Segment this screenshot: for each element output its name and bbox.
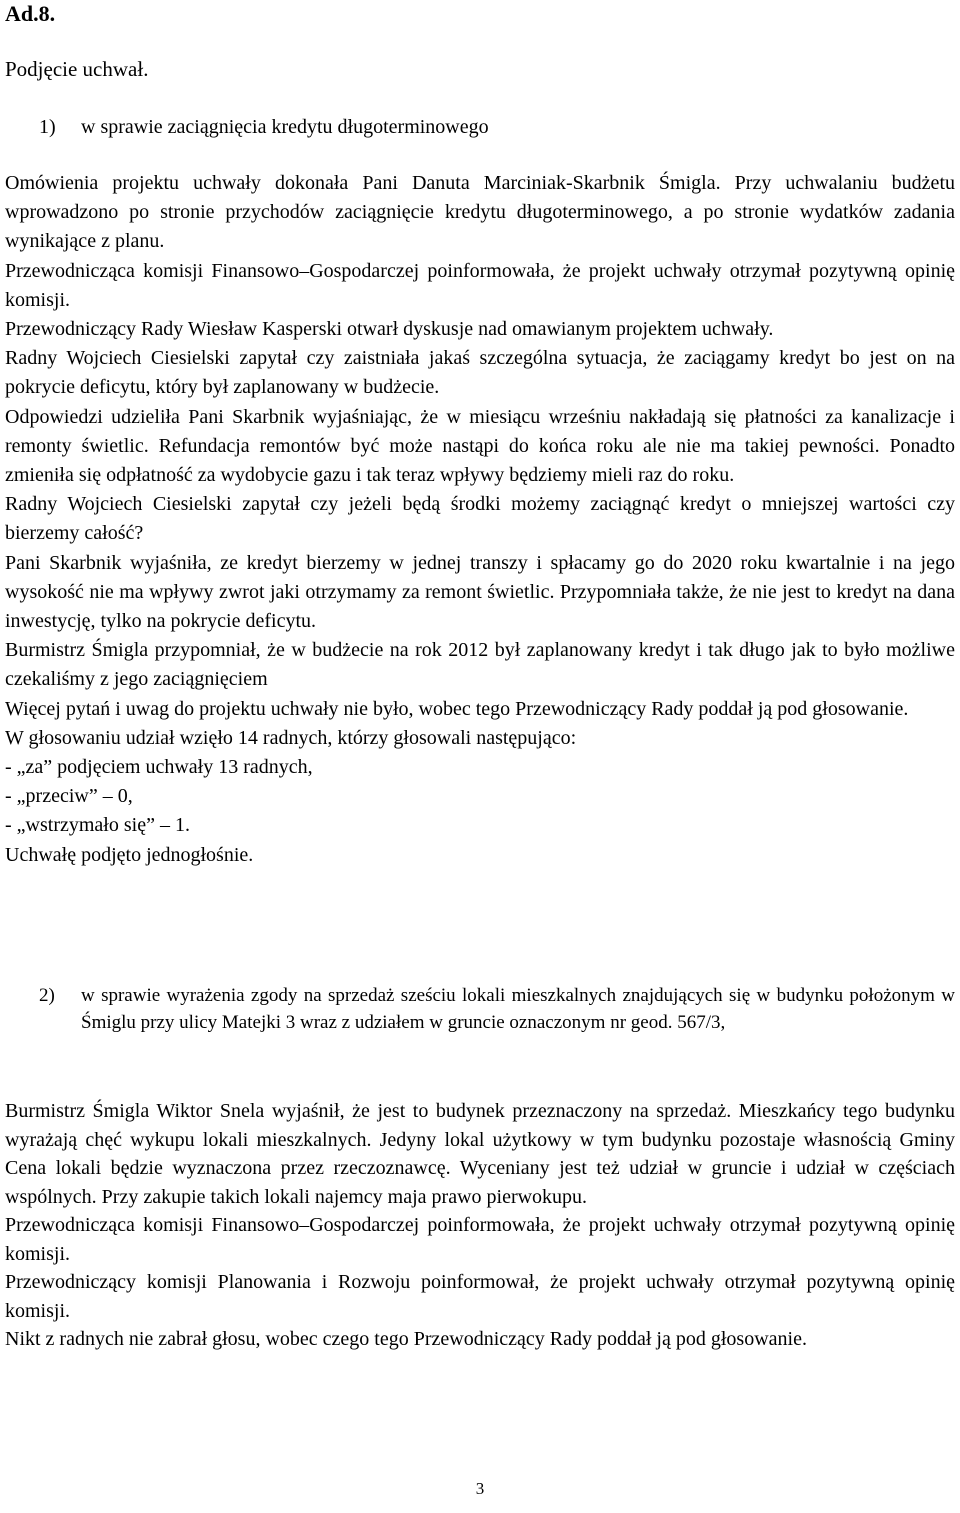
paragraph: Nikt z radnych nie zabrał głosu, wobec czego tego Przewodniczący Rady poddał ją pod głosowanie.: [5, 1328, 807, 1350]
paragraph: Uchwałę podjęto jednogłośnie.: [5, 843, 254, 866]
paragraph: Przewodniczący komisji Planowania i Rozwoju poinformował, że projekt uchwały otrzymał pozytywną opinię komisji.: [5, 1271, 955, 1322]
paragraph: Więcej pytań i uwag do projektu uchwały nie było, wobec tego Przewodniczący Rady poddał ją pod głosowanie.: [5, 697, 909, 720]
section-title: Podjęcie uchwał.: [5, 57, 149, 81]
paragraph: Burmistrz Śmigla przypomniał, że w budżecie na rok 2012 był zaplanowany kredyt i tak długo jak to było możliwe czekaliśmy z jego zaciągnięciem: [5, 639, 955, 691]
paragraph: Przewodnicząca komisji Finansowo–Gospodarczej poinformowała, że projekt uchwały otrzymał pozytywną opinię komisji.: [5, 1214, 955, 1265]
page-number: 3: [475, 1479, 485, 1498]
item-title: w sprawie zaciągnięcia kredytu długoterminowego: [81, 116, 489, 138]
paragraph: Przewodnicząca komisji Finansowo–Gospodarczej poinformowała, że projekt uchwały otrzymał pozytywną opinię komisji.: [5, 259, 955, 311]
paragraph: Odpowiedzi udzieliła Pani Skarbnik wyjaśniając, że w miesiącu wrześniu nakładają się płatności za kanalizacje i remonty świetlic. Refundacja remontów być może nastąpi do końca roku ale nie ma takiej pewności. Ponadto zmieniła się odpłatność za wydobycie gazu i tak teraz wpływy będziemy mieli raz do roku.: [5, 405, 955, 487]
paragraph: Omówienia projektu uchwały dokonała Pani Danuta Marciniak-Skarbnik Śmigla. Przy uchwalaniu budżetu wprowadzono po stronie przychodów zaciągnięcie kredytu długoterminowego, a po stronie wydatków zadania wynikające z planu.: [5, 172, 955, 253]
item-title: w sprawie wyrażenia zgody na sprzedaż sześciu lokali mieszkalnych znajdujących się w budynku położonym w Śmiglu przy ulicy Matejki 3 wraz z udziałem w gruncie oznaczonym nr geod. 567/3,: [81, 985, 955, 1033]
section2-body: [5, 1097, 955, 1354]
agenda-item-heading: Ad.8.: [5, 1, 56, 26]
vote-line: - „przeciw” – 0,: [5, 785, 133, 808]
paragraph: Przewodniczący Rady Wiesław Kasperski otwarł dyskusje nad omawianym projektem uchwały.: [5, 318, 774, 341]
paragraph: W głosowaniu udział wzięło 14 radnych, którzy głosowali następująco:: [5, 726, 577, 749]
paragraph: Radny Wojciech Ciesielski zapytał czy jeżeli będą środki możemy zaciągnąć kredyt o mniejszej wartości czy bierzemy całość?: [5, 493, 955, 545]
item-number: 2): [39, 985, 55, 1006]
vote-line: - „za” podjęciem uchwały 13 radnych,: [5, 756, 313, 779]
vote-line: - „wstrzymało się” – 1.: [5, 814, 190, 837]
numbered-item-1: [39, 113, 489, 141]
item-number: 1): [39, 116, 56, 138]
paragraph: Pani Skarbnik wyjaśniła, ze kredyt bierzemy w jednej transzy i spłacamy go do 2020 roku kwartalnie i na jego wysokość nie ma wpływy zwrot jaki otrzymamy za remont świetlic. Przypomniała także, że nie jest to kredyt na dana inwestycję, tylko na pokrycie deficytu.: [5, 551, 955, 633]
section1-body: [5, 169, 955, 870]
paragraph: Burmistrz Śmigla Wiktor Snela wyjaśnił, że jest to budynek przeznaczony na sprzedaż. Mieszkańcy tego budynku wyrażają chęć wykupu lokali mieszkalnych. Jedyny lokal użytkowy w tym budynku pozostaje własnością Gminy Cena lokali będzie wyznaczona przez rzeczoznawcę. Wyceniany jest też udział w gruncie i udział w częściach wspólnych. Przy zakupie takich lokali najemcy maja prawo pierwokupu.: [5, 1100, 955, 1208]
paragraph: Radny Wojciech Ciesielski zapytał czy zaistniała jakaś szczególna sytuacja, że zaciągamy kredyt bo jest on na pokrycie deficytu, który był zaplanowany w budżecie.: [5, 347, 955, 399]
